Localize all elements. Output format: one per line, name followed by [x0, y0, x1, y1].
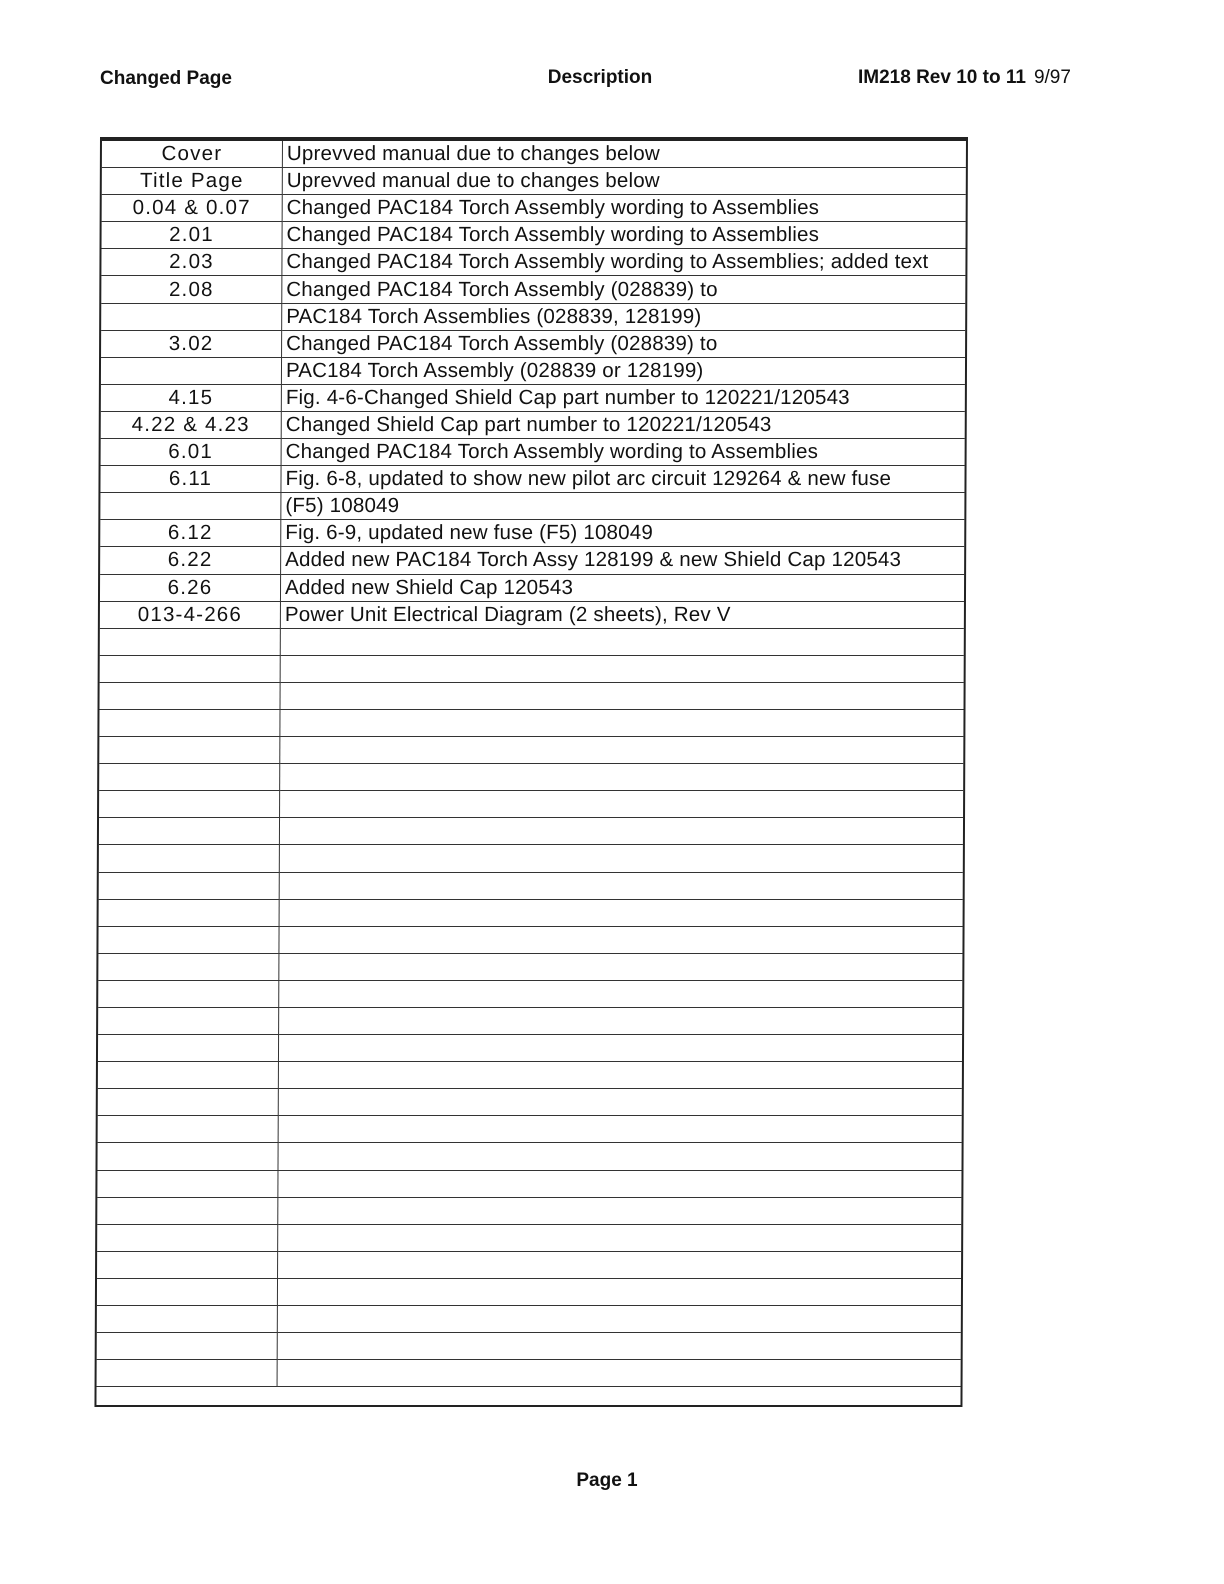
table-row — [100, 493, 964, 520]
table-row — [98, 1062, 962, 1089]
changed-page-cell: 2.03 — [101, 249, 282, 276]
description-cell — [278, 1170, 962, 1197]
table-row — [97, 1224, 961, 1251]
changed-page-cell — [100, 655, 281, 682]
changed-page-cell: 2.01 — [102, 222, 283, 249]
revision-date: 9/97 — [1033, 67, 1071, 88]
changed-page-cell: 3.02 — [101, 330, 282, 357]
description-cell — [280, 791, 964, 818]
description-cell — [277, 1360, 961, 1387]
description-cell — [278, 1224, 962, 1251]
changed-page-cell — [98, 1008, 279, 1035]
changed-page-cell: 6.01 — [101, 439, 282, 466]
description-cell — [278, 1197, 962, 1224]
table-row — [99, 764, 963, 791]
table-row — [97, 1306, 961, 1333]
description-cell — [279, 1008, 963, 1035]
description-cell: Changed PAC184 Torch Assembly (028839) to — [282, 330, 966, 357]
changed-page-cell — [98, 980, 279, 1007]
description-cell — [278, 1089, 962, 1116]
column-header-changed-page: Changed Page — [100, 68, 232, 89]
description-cell: PAC184 Torch Assembly (028839 or 128199) — [281, 357, 965, 384]
description-cell: Changed Shield Cap part number to 120221/120543 — [281, 411, 965, 438]
column-header-description: Description — [547, 67, 653, 88]
description-cell — [277, 1278, 961, 1305]
description-cell — [277, 1333, 961, 1360]
table-row — [101, 384, 965, 411]
table-row — [99, 845, 963, 872]
table-row — [102, 222, 966, 249]
description-cell — [278, 1251, 962, 1278]
changed-page-cell — [97, 1251, 278, 1278]
table-row — [98, 1008, 962, 1035]
changed-page-cell — [100, 628, 281, 655]
changed-page-cell — [97, 1278, 278, 1305]
description-cell — [279, 899, 963, 926]
description-cell: Changed PAC184 Torch Assembly (028839) to — [282, 276, 966, 303]
table-row — [98, 953, 962, 980]
table-row — [99, 872, 963, 899]
description-cell — [278, 1062, 962, 1089]
changed-page-cell — [100, 493, 281, 520]
changed-page-cell — [98, 1089, 279, 1116]
table-row — [102, 140, 966, 168]
description-cell — [279, 980, 963, 1007]
table-row — [97, 1197, 961, 1224]
changed-page-cell: Title Page — [102, 168, 283, 195]
changed-page-cell — [97, 1306, 278, 1333]
table-row — [101, 276, 965, 303]
description-cell: Changed PAC184 Torch Assembly wording to Assemblies — [282, 195, 966, 222]
table-row — [97, 1251, 961, 1278]
table-row — [101, 357, 965, 384]
table-row — [100, 547, 964, 574]
table-row — [99, 899, 963, 926]
description-cell: Changed PAC184 Torch Assembly wording to Assemblies — [281, 439, 965, 466]
changed-page-cell: 4.15 — [101, 384, 282, 411]
changed-page-cell — [99, 791, 280, 818]
description-cell: Changed PAC184 Torch Assembly wording to Assemblies — [282, 222, 966, 249]
description-cell: Uprevved manual due to changes below — [282, 168, 966, 195]
changed-page-cell: 2.08 — [101, 276, 282, 303]
table-row — [100, 574, 964, 601]
table-row — [97, 1278, 961, 1305]
description-cell — [277, 1306, 961, 1333]
description-cell — [280, 764, 964, 791]
changed-page-cell — [100, 682, 281, 709]
changed-page-cell — [97, 1224, 278, 1251]
description-cell: PAC184 Torch Assemblies (028839, 128199) — [282, 303, 966, 330]
changed-page-cell — [97, 1170, 278, 1197]
table-row — [101, 330, 965, 357]
changed-page-cell — [101, 357, 282, 384]
description-cell — [280, 709, 964, 736]
table-row — [97, 1360, 961, 1387]
description-cell — [279, 953, 963, 980]
table-row — [98, 926, 962, 953]
table-row — [98, 1116, 962, 1143]
changed-page-cell: 6.22 — [100, 547, 281, 574]
table-row — [99, 709, 963, 736]
table-row — [99, 791, 963, 818]
changed-page-cell — [99, 818, 280, 845]
description-cell: Fig. 6-8, updated to show new pilot arc circuit 129264 & new fuse — [281, 466, 965, 493]
description-cell — [280, 655, 964, 682]
changed-page-cell: 0.04 & 0.07 — [102, 195, 283, 222]
changed-page-cell: 4.22 & 4.23 — [101, 411, 282, 438]
table-row — [101, 249, 965, 276]
changed-page-cell: Cover — [102, 140, 283, 168]
description-cell: Power Unit Electrical Diagram (2 sheets), Rev V — [280, 601, 964, 628]
table-row — [101, 411, 965, 438]
description-cell — [278, 1035, 962, 1062]
changed-page-cell — [98, 1062, 279, 1089]
table-row — [97, 1333, 961, 1360]
table-row — [97, 1143, 961, 1170]
table-row — [98, 1089, 962, 1116]
description-cell: Added new Shield Cap 120543 — [280, 574, 964, 601]
revision-label: IM218 Rev 10 to 11 — [858, 67, 1026, 88]
changed-page-cell — [99, 709, 280, 736]
changed-page-cell — [97, 1360, 278, 1387]
changed-page-cell — [97, 1197, 278, 1224]
table-row — [100, 655, 964, 682]
page-number: Page 1 — [576, 1470, 638, 1491]
changed-page-cell: 013-4-266 — [100, 601, 281, 628]
table-row — [102, 195, 966, 222]
change-log-grid — [97, 139, 966, 1387]
table-row — [100, 601, 964, 628]
description-cell: Added new PAC184 Torch Assy 128199 & new Shield Cap 120543 — [281, 547, 965, 574]
description-cell — [280, 628, 964, 655]
changed-page-cell — [97, 1143, 278, 1170]
description-cell: Fig. 4-6-Changed Shield Cap part number to 120221/120543 — [281, 384, 965, 411]
document-revision — [858, 67, 1071, 89]
table-row — [99, 737, 963, 764]
changed-page-cell: 6.26 — [100, 574, 281, 601]
description-cell — [280, 682, 964, 709]
change-log-table — [94, 137, 968, 1407]
description-cell: Uprevved manual due to changes below — [282, 140, 966, 168]
table-row — [100, 520, 964, 547]
table-row — [99, 818, 963, 845]
changed-page-cell — [97, 1333, 278, 1360]
table-row — [100, 682, 964, 709]
table-row — [100, 466, 964, 493]
description-cell — [279, 818, 963, 845]
changed-page-cell — [99, 737, 280, 764]
changed-page-cell — [98, 953, 279, 980]
changed-page-cell: 6.12 — [100, 520, 281, 547]
changed-page-cell — [99, 899, 280, 926]
description-cell — [278, 1143, 962, 1170]
changed-page-cell: 6.11 — [100, 466, 281, 493]
changed-page-cell — [99, 872, 280, 899]
table-row — [100, 628, 964, 655]
description-cell — [279, 926, 963, 953]
changed-page-cell — [99, 764, 280, 791]
changed-page-cell — [98, 926, 279, 953]
changed-page-cell — [98, 1116, 279, 1143]
change-log-body — [97, 140, 966, 1387]
description-cell: Fig. 6-9, updated new fuse (F5) 108049 — [281, 520, 965, 547]
changed-page-cell — [101, 303, 282, 330]
description-cell — [278, 1116, 962, 1143]
table-row — [98, 980, 962, 1007]
description-cell: (F5) 108049 — [281, 493, 965, 520]
description-cell — [280, 737, 964, 764]
table-row — [97, 1170, 961, 1197]
changed-page-cell — [99, 845, 280, 872]
table-row — [101, 303, 965, 330]
table-row — [101, 439, 965, 466]
table-row — [102, 168, 966, 195]
description-cell: Changed PAC184 Torch Assembly wording to Assemblies; added text — [282, 249, 966, 276]
changed-page-cell — [98, 1035, 279, 1062]
description-cell — [279, 872, 963, 899]
table-row — [98, 1035, 962, 1062]
description-cell — [279, 845, 963, 872]
